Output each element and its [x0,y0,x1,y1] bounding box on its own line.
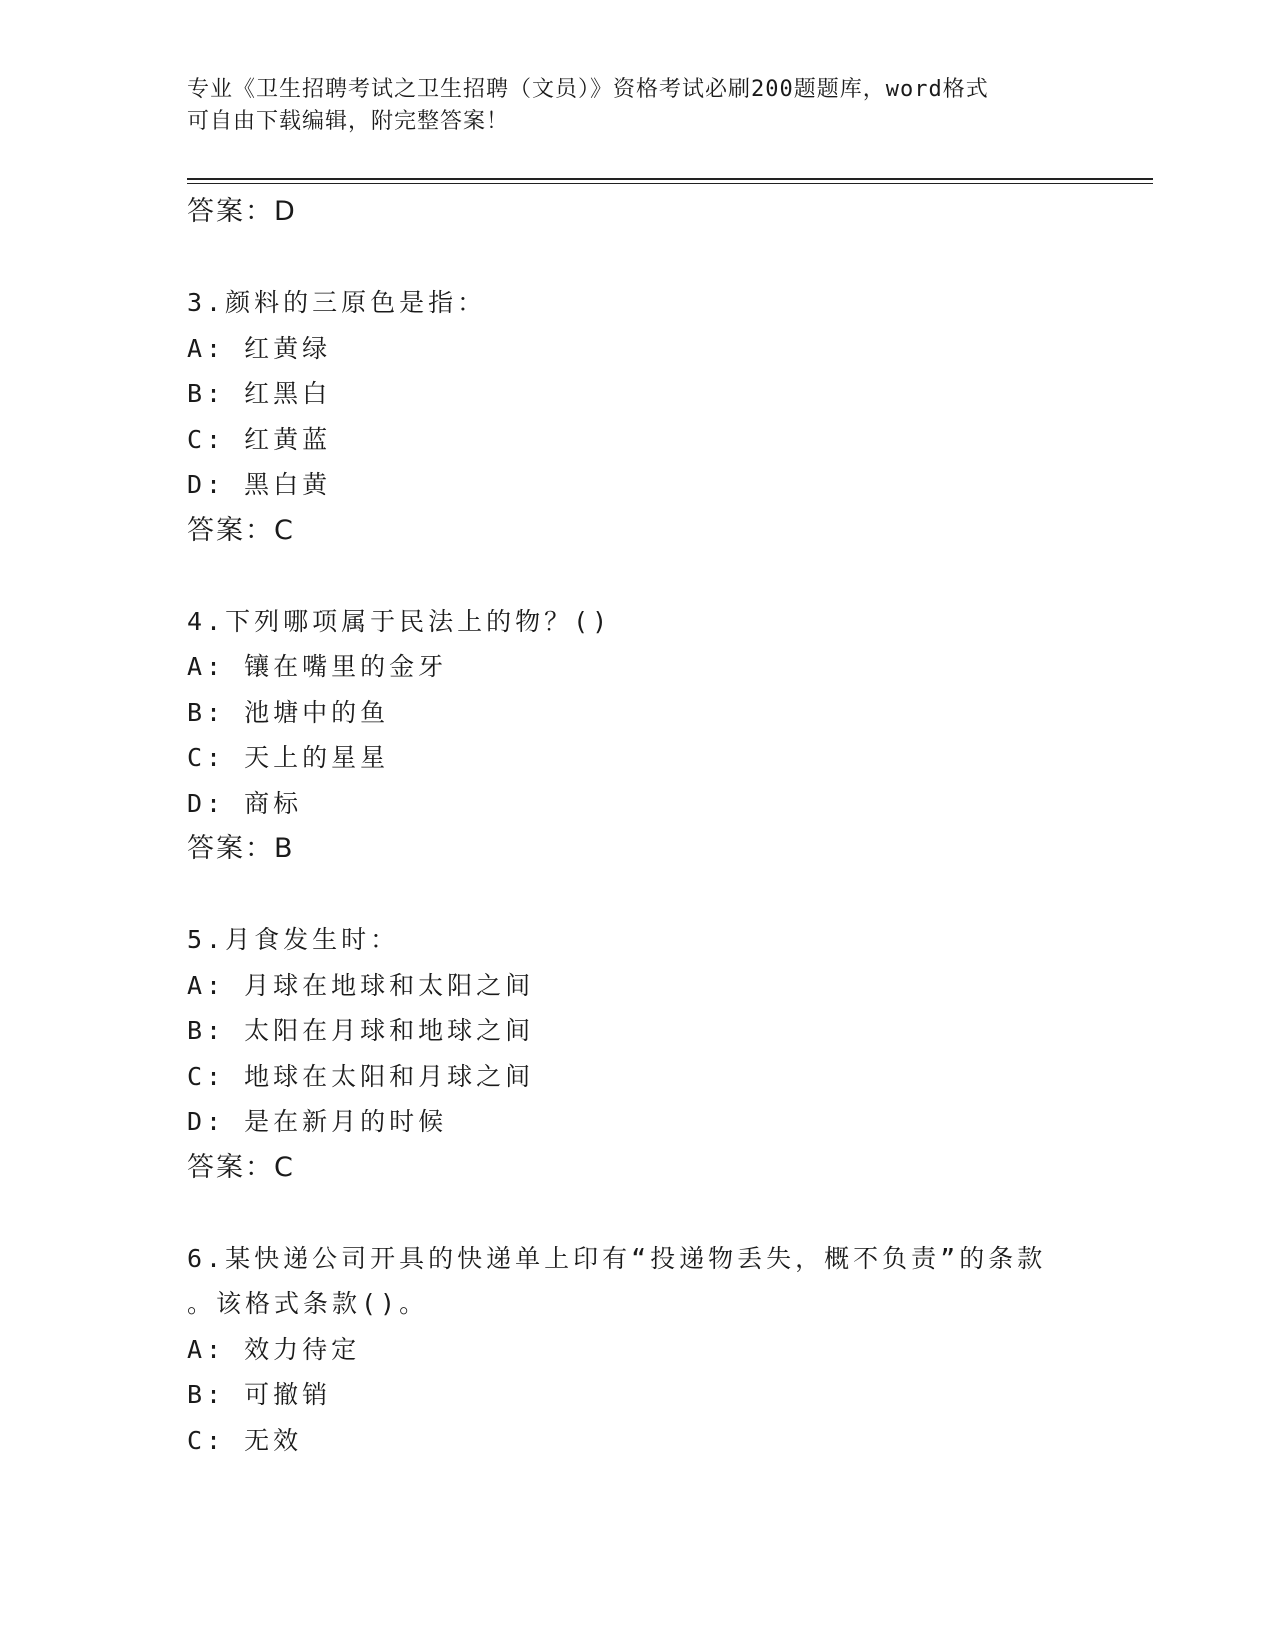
header-divider-thin [187,183,1153,184]
option-d: D: 黑白黄 [187,470,332,499]
question-5 [187,917,1087,1190]
question-4 [187,599,1087,872]
question-stem: 5.月食发生时： [187,925,400,954]
option-c: C: 地球在太阳和月球之间 [187,1061,535,1091]
option-a: A: 红黄绿 [187,333,332,363]
header-line-1: 专业《卫生招聘考试之卫生招聘（文员）》资格考试必刷200题题库，word格式 [187,77,989,102]
answer-line: 答案：B [187,833,295,864]
header-divider-thick [187,178,1153,180]
document-header [187,74,1087,138]
question-3 [187,280,1087,553]
option-c: C: 天上的星星 [187,743,390,772]
option-a: A: 效力待定 [187,1334,361,1364]
header-line-2: 可自由下载编辑，附完整答案！ [187,109,510,134]
option-b: B: 红黑白 [187,379,332,408]
option-a: A: 镶在嘴里的金牙 [187,652,448,681]
answer-line: 答案：D [187,196,297,227]
option-d: D: 商标 [187,788,303,818]
question-stem: 3.颜料的三原色是指： [187,288,487,317]
option-c: C: 红黄蓝 [187,424,332,454]
option-a: A: 月球在地球和太阳之间 [187,970,535,1000]
question-6 [187,1236,1087,1464]
question-stem: 4.下列哪项属于民法上的物？() [187,606,612,636]
document-body [187,189,1087,1463]
option-b: B: 太阳在月球和地球之间 [187,1016,535,1045]
option-c: C: 无效 [187,1425,303,1455]
option-b: B: 池塘中的鱼 [187,697,390,727]
question-stem-line-2: 。该格式条款()。 [187,1289,429,1318]
answer-line: 答案：C [187,1151,295,1183]
answer-line: 答案：C [187,514,295,546]
option-d: D: 是在新月的时候 [187,1107,448,1136]
option-b: B: 可撤销 [187,1380,332,1409]
question-stem-line-1: 6.某快递公司开具的快递单上印有“投递物丢失，概不负责”的条款 [187,1243,1047,1273]
